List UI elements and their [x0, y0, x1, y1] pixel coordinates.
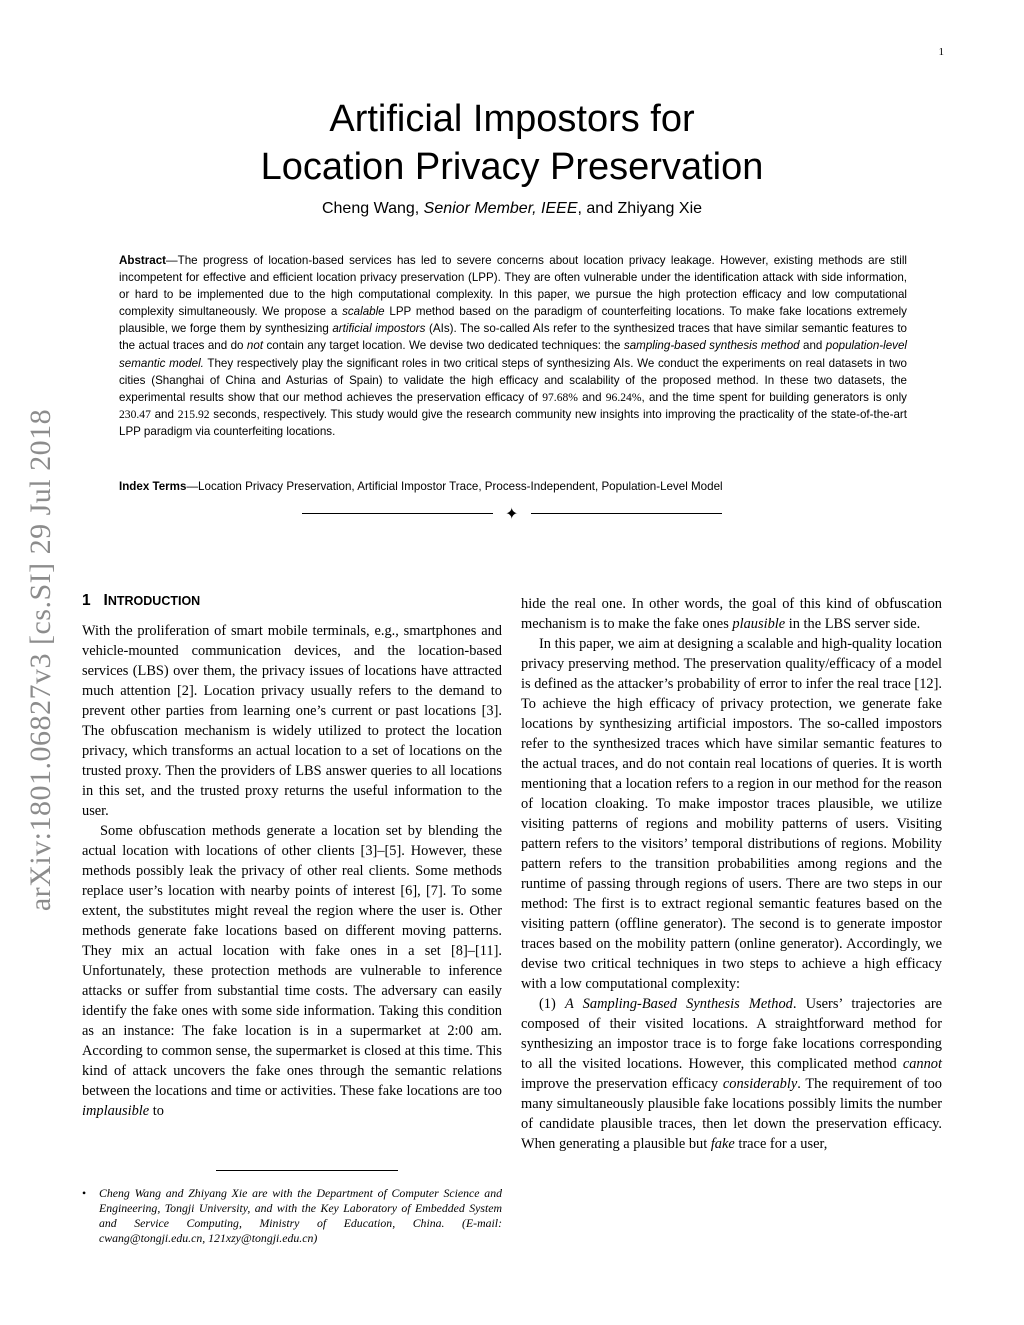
abstract-emphasis: not: [246, 339, 264, 353]
separator-line-left: [302, 513, 493, 514]
abstract-number: 215.92: [177, 407, 210, 421]
abstract-emphasis: scalable: [342, 305, 385, 319]
section-title-initial: I: [103, 592, 108, 609]
authors-post: , and Zhiyang Xie: [577, 200, 703, 217]
authors-pre: Cheng Wang,: [321, 200, 424, 217]
paragraph-emphasis: implausible: [82, 1103, 150, 1119]
paragraph-emphasis: cannot: [902, 1056, 942, 1072]
abstract-emphasis: sampling-based synthesis method: [623, 339, 800, 353]
abstract-label: Abstract: [119, 254, 167, 267]
abstract-text: and: [577, 390, 606, 404]
paragraph-emphasis: considerably: [722, 1076, 798, 1092]
paragraph-text: hide the real one. In other words, the goal of this kind of obfuscation mechanism is to make the fake ones: [521, 596, 942, 632]
index-terms-text: —Location Privacy Preservation, Artificial Impostor Trace, Process-Independent, Population-Level Model: [186, 480, 723, 493]
abstract-text: (AIs). The so-called AIs refer to the synthesized traces that have similar semantic features to the actual traces and do: [119, 322, 907, 353]
paragraph: With the proliferation of smart mobile terminals, e.g., smartphones and vehicle-mounted communication devices, and the location-based services (LBS) over them, the privacy issues of locations have attracted much attention [2]. Location privacy usually refers to the demand to prevent other parties from learning one’s current or past locations [3]. The obfuscation mechanism is widely utilized to protect the location privacy, which transforms an actual location to a set of locations on the trusted proxy. Then the providers of LBS answer queries to all locations in this set, and the trusted proxy returns the useful information to the user.: [82, 623, 502, 819]
abstract-text: They respectively play the significant roles in two critical steps of synthesizing AIs. We conduct the experiments on real datasets in two cities (Shanghai of China and Asturias of Spain) to validate the high efficacy and scalability of the proposed method. In these two datasets, the experimental results show that our method achieves the preservation efficacy of: [119, 356, 907, 404]
paragraph-text: (1): [539, 996, 565, 1012]
author-line: [0, 200, 1024, 218]
abstract-number: 230.47: [119, 407, 151, 421]
abstract-text: contain any target location. We devise two dedicated techniques: the: [263, 339, 624, 353]
page-number: 1: [938, 46, 944, 58]
abstract-number: 97.68%: [542, 390, 578, 404]
paragraph-text: in the LBS server side.: [785, 616, 921, 632]
separator-line-right: [531, 513, 722, 514]
section-separator: [302, 506, 722, 522]
abstract-text: seconds, respectively. This study would give the research community new insights into improving the practicality of the state-of-the-art LPP paradigm via counterfeiting locations.: [119, 407, 907, 438]
abstract-number: 96.24%: [605, 390, 642, 404]
arxiv-side-stamp: [19, 380, 63, 940]
left-column: [82, 621, 502, 1121]
section-number: 1: [82, 592, 91, 609]
right-column: [521, 594, 942, 1154]
index-terms-label: Index Terms: [119, 480, 187, 493]
abstract: [119, 252, 907, 440]
index-terms: [119, 480, 907, 493]
abstract-text: and: [150, 407, 178, 421]
paragraph: [82, 821, 502, 1121]
abstract-emphasis: artificial impostors: [332, 322, 426, 336]
section-heading: [82, 592, 200, 610]
abstract-text: and: [799, 339, 826, 353]
abstract-text: —The progress of location-based services has led to severe concerns about location privacy leakage. However, existing methods are still incompetent for effective and efficient location privacy preservation (LPP). They are often vulnerable under the identification attack with side information, or hard to be implemented due to the high computational complexity. In this paper, we pursue the high protection efficacy and low computational complexity simultaneously. We propose a: [119, 254, 907, 319]
abstract-text: LPP method based on the paradigm of counterfeiting locations. To make fake locations extremely plausible, we forge them by synthesizing: [119, 305, 907, 336]
paragraph-text: Some obfuscation methods generate a location set by blending the actual location with locations of other clients [3]–[5]. However, these methods possibly leak the privacy of other real clients. Some methods replace user’s location with nearby points of interest [6], [7]. To some extent, the substitutes might reveal the region where the user is. Other methods generate fake locations based on different moving patterns. They mix an actual location with fake ones in a set [8]–[11]. Unfortunately, these protection methods are vulnerable to inference attacks or suffer from substantial time costs. The adversary can easily identify the fake ones with some side information. Taking this condition as an instance: The fake location is in a supermarket at 2:00 am. According to common sense, the supermarket is closed at this time. This kind of attack uncovers the fake ones through the semantic relations between the locations and time or activities. These fake locations are too: [82, 823, 502, 1099]
footnote: [82, 1186, 502, 1246]
abstract-emphasis: population-level semantic model.: [119, 339, 907, 370]
separator-ornament-icon: ✦: [505, 504, 519, 523]
arxiv-identifier: arXiv:1801.06827v3 [cs.SI] 29 Jul 2018: [24, 408, 57, 912]
footnote-bullet: •: [82, 1186, 87, 1200]
section-title-rest: NTRODUCTION: [107, 594, 201, 608]
paragraph: [521, 594, 942, 634]
paragraph-text: . The requirement of too many simultaneously plausible fake locations possibly limits the number of candidate plausible traces, then let down the preservation efficacy. When generating a plausible but: [521, 1076, 942, 1152]
footnote-rule: [216, 1170, 398, 1171]
paragraph-emphasis: A Sampling-Based Synthesis Method: [564, 996, 793, 1012]
title-line-2: Location Privacy Preservation: [260, 146, 764, 188]
author-role: Senior Member, IEEE: [423, 200, 578, 217]
title-line-1: Artificial Impostors for: [329, 98, 695, 140]
paragraph-text: to: [149, 1103, 164, 1119]
paragraph-text: trace for a user,: [734, 1136, 828, 1152]
paragraph-emphasis: fake: [710, 1136, 735, 1152]
abstract-text: , and the time spent for building generators is only: [641, 390, 907, 404]
paragraph-emphasis: plausible: [732, 616, 786, 632]
footnote-text: Cheng Wang and Zhiyang Xie are with the Department of Computer Science and Engineering, Tongji University, and with the Key Laboratory of Embedded System and Service Computing, Ministry of Education, China. (E-mail: cwang@tongji.edu.cn, 121xzy@tongji.edu.cn): [99, 1186, 502, 1245]
paper-title: [0, 95, 1024, 191]
paragraph: In this paper, we aim at designing a scalable and high-quality location privacy preserving method. The preservation quality/efficacy of a model is defined as the attacker’s probability of error to infer the real trace [12]. To achieve the high efficacy of privacy protection, we generate fake locations by synthesizing artificial impostors. The so-called impostors refer to the synthesized traces which have similar semantic features to the actual traces, and do not contain real locations of queries. It is worth mentioning that a location refers to a region in our method for the reason of location cloaking. To make impostor traces plausible, we utilize visiting patterns of regions and mobility patterns of users. Visiting pattern refers to the visitors’ temporal distributions of regions. Mobility pattern refers to the transition probabilities among regions and the runtime of passing through regions of users. There are two steps in our method: The first is to extract regional semantic features based on the visiting pattern (offline generator). The second is to generate impostor traces based on the mobility pattern (online generator). Accordingly, we devise two critical techniques in two steps to achieve a high efficacy with a low computational complexity:: [521, 636, 942, 992]
paragraph-text: . Users’ trajectories are composed of their visited locations. A straightforward method for synthesizing an impostor trace is to forge fake locations corresponding to all the visited locations. However, this complicated method: [521, 996, 943, 1072]
paragraph-text: improve the preservation efficacy: [521, 1076, 723, 1092]
paragraph: [521, 994, 942, 1154]
